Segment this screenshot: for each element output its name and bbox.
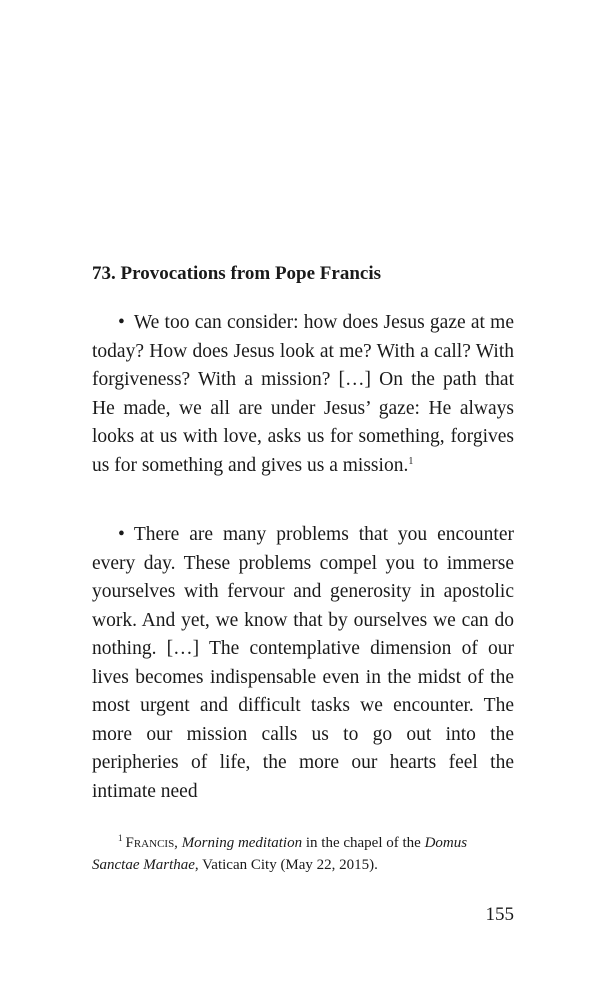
bullet-icon: • <box>118 524 125 545</box>
quote-paragraph-2-text: There are many problems that you encounter every day. These problems compel you to immerse yourselves with fervour and generosity in apostolic work. And yet, we know that by ourselves we can do nothing. […] The contemplative dimension of our lives becomes indispensable even in the midst of the most urgent and difficult tasks we encounter. The more our mission calls us to go out into the peripheries of life, the more our hearts feel the intimate need <box>92 524 514 802</box>
page-number: 155 <box>485 904 514 925</box>
section-heading: 73. Provocations from Pope Francis <box>92 263 382 284</box>
footnote <box>92 832 514 876</box>
bullet-icon: • <box>118 312 125 333</box>
footnote-place: Domus Sanctae Marthae <box>92 835 468 873</box>
quote-paragraph-2 <box>92 521 514 806</box>
footnote-author: Francis, <box>125 835 178 851</box>
quote-paragraph-1-text: We too can consider: how does Jesus gaze at me today? How does Jesus look at me? With a call? With forgiveness? With a mission? […] On the path that He made, we all are under Jesus’ gaze: He always looks at us with love, asks us for something, forgives us for something and gives us a mission. <box>92 312 514 476</box>
footnote-reference[interactable]: 1 <box>408 455 414 467</box>
footnote-middle-text: in the chapel of the <box>302 835 425 851</box>
book-page <box>92 0 514 1000</box>
footnote-tail-text: , Vatican City (May 22, 2015). <box>194 857 378 873</box>
footnote-work-title: Morning meditation <box>181 835 303 851</box>
quote-paragraph-1 <box>92 309 514 480</box>
footnote-number: 1 <box>118 833 123 843</box>
